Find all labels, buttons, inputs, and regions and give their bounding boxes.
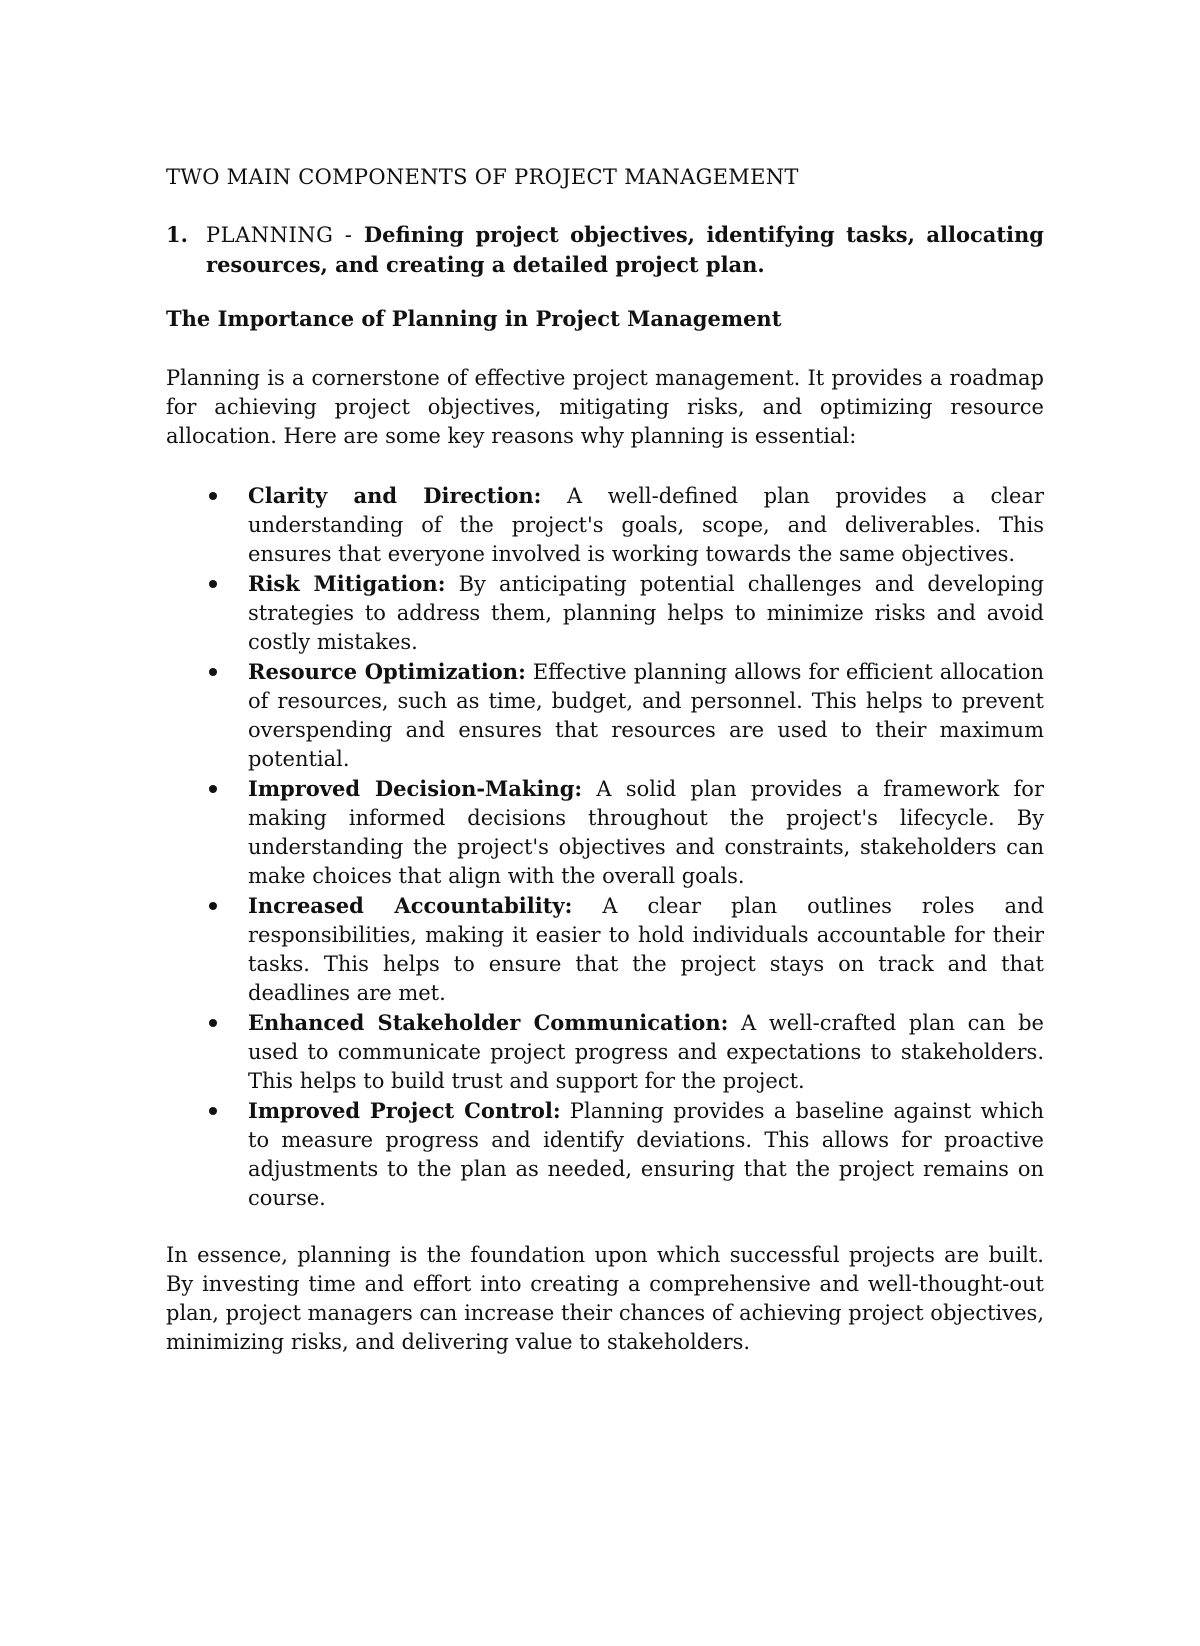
intro-paragraph: Planning is a cornerstone of effective project management. It provides a roadmap for achieving project objectives, mitigating risks, and optimizing resource allocation. Here are some key reasons why planning is essential:: [166, 366, 1044, 448]
item-body: [206, 220, 1044, 279]
list-item-term: Improved Project Control:: [248, 1098, 561, 1123]
bullet-icon: [166, 569, 248, 657]
list-item-description: A well-crafted plan can be used to communicate project progress and expectations to stakeholders. This helps to build trust and support for the project.: [248, 1011, 1044, 1093]
list-item-description: Effective planning allows for efficient allocation of resources, such as time, budget, and personnel. This helps to prevent overspending and ensures that resources are used to their maximum potential.: [248, 660, 1045, 771]
list-item-text: [248, 657, 1044, 774]
item-number: 1.: [166, 222, 188, 247]
section-heading: The Importance of Planning in Project Management: [166, 306, 782, 331]
numbered-item-planning: [166, 220, 1044, 279]
list-item-term: Clarity and Direction:: [248, 483, 542, 508]
list-item-text: [248, 569, 1044, 657]
list-item: [166, 569, 1044, 657]
list-item-term: Increased Accountability:: [248, 893, 573, 918]
list-item: [166, 481, 1044, 569]
bullet-icon: [166, 1008, 248, 1096]
list-item: [166, 1008, 1044, 1096]
bullet-icon: [166, 1096, 248, 1213]
list-item-description: A well-defined plan provides a clear understanding of the project's goals, scope, and deliverables. This ensures that everyone involved is working towards the same objectives.: [248, 484, 1044, 566]
list-item-description: By anticipating potential challenges and developing strategies to address them, planning helps to minimize risks and avoid costly mistakes.: [248, 572, 1044, 654]
reasons-list: [166, 481, 1044, 1213]
list-item-description: A clear plan outlines roles and responsibilities, making it easier to hold individuals accountable for their tasks. This helps to ensure that the project stays on track and that deadlines are met.: [248, 894, 1044, 1005]
list-item-term: Risk Mitigation:: [248, 571, 446, 596]
list-item: [166, 774, 1044, 891]
list-item-term: Resource Optimization:: [248, 659, 526, 684]
list-item-text: [248, 891, 1044, 1008]
bullet-icon: [166, 774, 248, 891]
item-text: Defining project objectives, identifying tasks, allocating resources, and creating a detailed project plan.: [206, 222, 1044, 277]
bullet-icon: [166, 481, 248, 569]
list-item-text: [248, 481, 1044, 569]
conclusion-paragraph: In essence, planning is the foundation upon which successful projects are built. By investing time and effort into creating a comprehensive and well-thought-out plan, project managers can increase their chances of achieving project objectives, minimizing risks, and delivering value to stakeholders.: [166, 1243, 1044, 1354]
list-item-text: [248, 1008, 1044, 1096]
item-heading: PLANNING -: [206, 223, 353, 247]
list-item: [166, 891, 1044, 1008]
list-item-term: Improved Decision-Making:: [248, 776, 583, 801]
bullet-icon: [166, 891, 248, 1008]
list-item-term: Enhanced Stakeholder Communication:: [248, 1010, 729, 1035]
list-item: [166, 657, 1044, 774]
bullet-icon: [166, 657, 248, 774]
document-body: [166, 164, 1044, 1387]
list-item-text: [248, 774, 1044, 891]
document-title: TWO MAIN COMPONENTS OF PROJECT MANAGEMENT: [166, 165, 799, 189]
list-item: [166, 1096, 1044, 1213]
list-item-description: Planning provides a baseline against which to measure progress and identify deviations. This allows for proactive adjustments to the plan as needed, ensuring that the project remains on course.: [248, 1099, 1044, 1210]
list-item-description: A solid plan provides a framework for making informed decisions throughout the project's lifecycle. By understanding the project's objectives and constraints, stakeholders can make choices that align with the overall goals.: [248, 777, 1044, 888]
list-item-text: [248, 1096, 1044, 1213]
